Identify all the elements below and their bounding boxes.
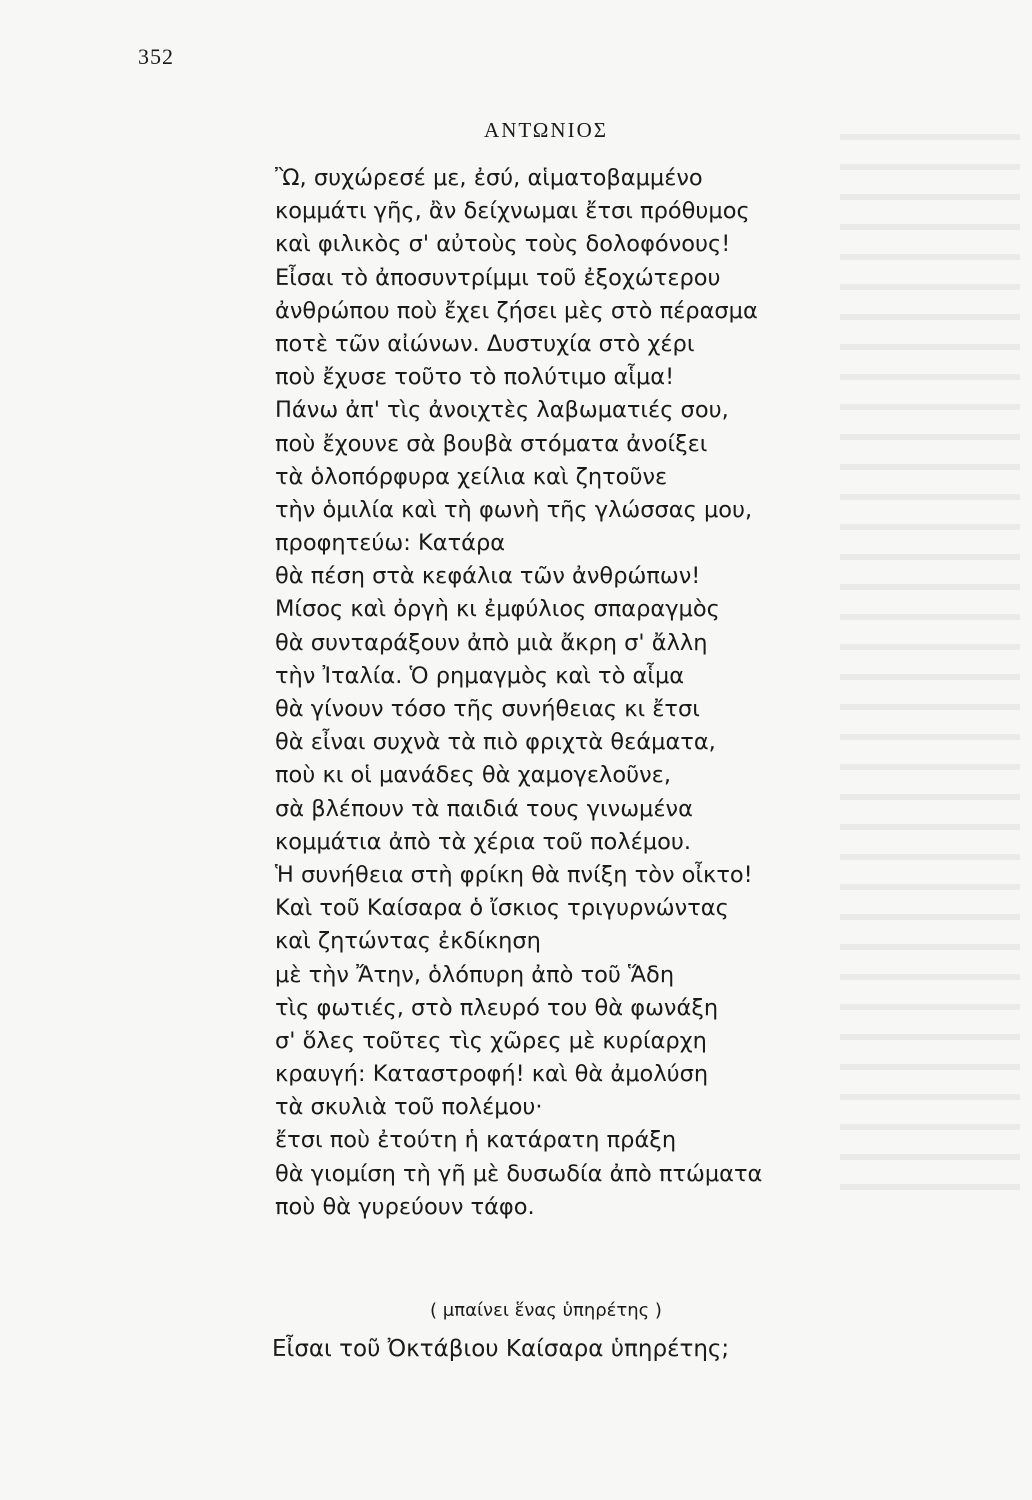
verse-line: κομμάτι γῆς, ἂν δείχνωμαι ἔτσι πρόθυμος: [275, 198, 750, 225]
verse-line: θὰ πέση στὰ κεφάλια τῶν ἀνθρώπων!: [275, 563, 701, 590]
speaker-name: ΑΝΤΩΝΙΟΣ: [484, 118, 608, 142]
verse-line: Πάνω ἀπ' τὶς ἀνοιχτὲς λαβωματιές σου,: [275, 397, 729, 424]
verse-line: κομμάτια ἀπὸ τὰ χέρια τοῦ πολέμου.: [275, 828, 692, 855]
verse-line: ποὺ ἔχουνε σὰ βουβὰ στόματα ἀνοίξει: [275, 430, 708, 457]
verse-line: τὴν ὁμιλία καὶ τὴ φωνὴ τῆς γλώσσας μου,: [275, 496, 753, 523]
verse-line: θὰ γιομίση τὴ γῆ μὲ δυσωδία ἀπὸ πτώματα: [275, 1160, 763, 1187]
verse-line: θὰ συνταράξουν ἀπὸ μιὰ ἄκρη σ' ἄλλη: [275, 629, 708, 656]
verse-line: θὰ γίνουν τόσο τῆς συνήθειας κι ἔτσι: [275, 696, 700, 722]
verse-line: ποὺ ἔχυσε τοῦτο τὸ πολύτιμο αἷμα!: [275, 364, 675, 391]
verse-line: καὶ φιλικὸς σ' αὐτοὺς τοὺς δολοφόνους!: [275, 231, 731, 258]
verse-block: [275, 162, 895, 1224]
verse-line: Μίσος καὶ ὀργὴ κι ἐμφύλιος σπαραγμὸς: [275, 596, 720, 623]
verse-line: ἀνθρώπου ποὺ ἔχει ζήσει μὲς στὸ πέρασμα: [275, 297, 758, 324]
verse-line: σ' ὅλες τοῦτες τὶς χῶρες μὲ κυρίαρχη: [275, 1027, 707, 1054]
verse-line: Εἶσαι τὸ ἀποσυντρίμμι τοῦ ἐξοχώτερου: [275, 264, 721, 291]
final-verse-line: Εἶσαι τοῦ Ὀκτάβιου Καίσαρα ὑπηρέτης;: [272, 1336, 730, 1362]
verse-line: ἔτσι ποὺ ἐτούτη ἡ κατάρατη πράξη: [275, 1127, 677, 1154]
verse-line: Καὶ τοῦ Καίσαρα ὁ ἴσκιος τριγυρνώντας: [275, 895, 729, 922]
verse-line: Ἡ συνήθεια στὴ φρίκη θὰ πνίξη τὸν οἶκτο!: [275, 861, 753, 888]
verse-line: τὰ ὁλοπόρφυρα χείλια καὶ ζητοῦνε: [275, 463, 668, 490]
verse-line: θὰ εἶναι συχνὰ τὰ πιὸ φριχτὰ θεάματα,: [275, 729, 716, 756]
verse-line: ποὺ θὰ γυρεύουν τάφο.: [275, 1193, 535, 1220]
verse-line: ποτὲ τῶν αἰώνων. Δυστυχία στὸ χέρι: [275, 330, 695, 357]
verse-line: τὶς φωτιές, στὸ πλευρό του θὰ φωνάξη: [275, 994, 719, 1021]
verse-line: προφητεύω: Κατάρα: [275, 530, 506, 557]
page-number: 352: [138, 44, 174, 69]
verse-line: τὴν Ἰταλία. Ὁ ρημαγμὸς καὶ τὸ αἷμα: [275, 662, 685, 689]
verse-line: καὶ ζητώντας ἐκδίκηση: [275, 928, 541, 955]
verse-line: ποὺ κι οἱ μανάδες θὰ χαμογελοῦνε,: [275, 762, 671, 789]
verse-line: κραυγή: Καταστροφή! καὶ θὰ ἀμολύση: [275, 1061, 709, 1088]
verse-line: σὰ βλέπουν τὰ παιδιά τους γινωμένα: [275, 795, 693, 822]
verse-line: Ὢ, συχώρεσέ με, ἐσύ, αἱματοβαμμένο: [275, 165, 703, 191]
verse-line: μὲ τὴν Ἄτην, ὁλόπυρη ἀπὸ τοῦ Ἅδη: [275, 961, 675, 988]
stage-direction: ( μπαίνει ἕνας ὑπηρέτης ): [430, 1300, 662, 1321]
verse-line: τὰ σκυλιὰ τοῦ πολέμου·: [275, 1094, 543, 1121]
